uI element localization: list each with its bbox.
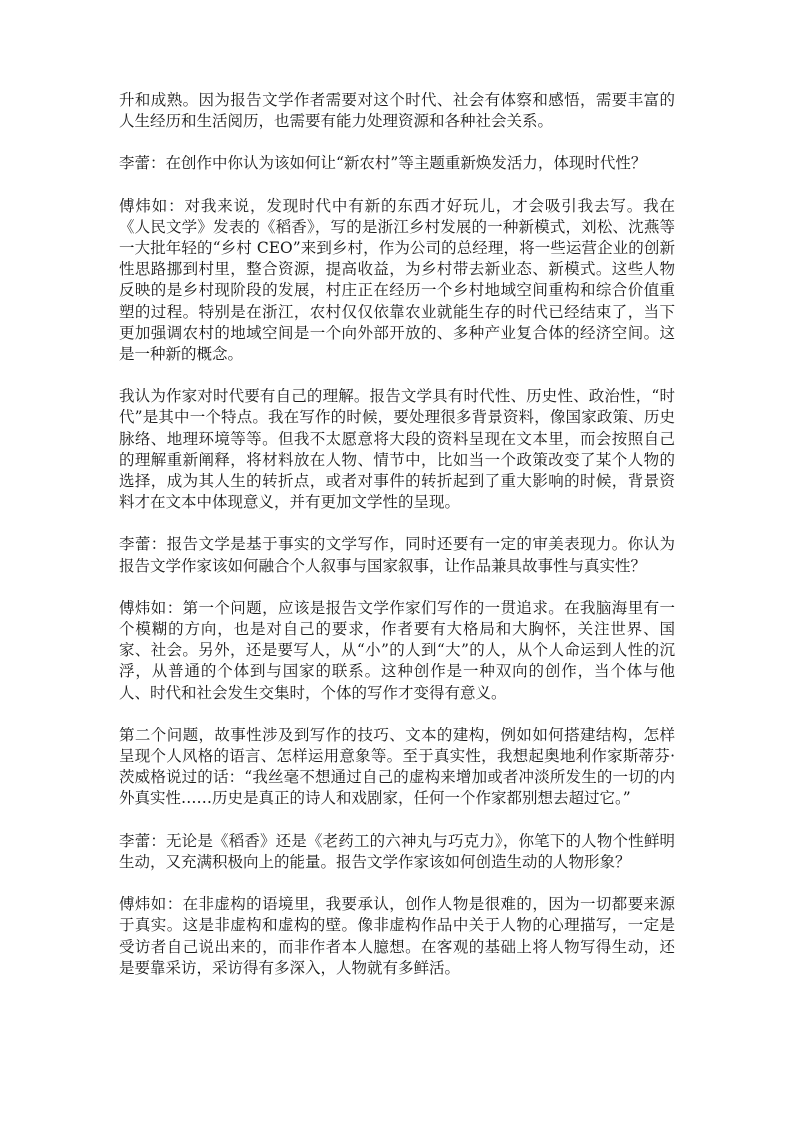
- paragraph-4: 我认为作家对时代要有自己的理解。报告文学具有时代性、历史性、政治性，“时代”是其中一个特点。我在写作的时候，要处理很多背景资料，像国家政策、历史脉络、地理环境等等。但我不太愿意将大段的资料呈现在文本里，而会按照自己的理解重新阐释，将材料放在人物、情节中，比如当一个政策改变了某个人物的选择，成为其人生的转折点，或者对事件的转折起到了重大影响的时候，背景资料才在文本中体现意义，并有更加文学性的呈现。: [119, 387, 675, 512]
- paragraph-1: 升和成熟。因为报告文学作者需要对这个时代、社会有体察和感悟，需要丰富的人生经历和生活阅历，也需要有能力处理资源和各种社会关系。: [119, 91, 675, 131]
- paragraph-9-answer: 傅炜如：在非虚构的语境里，我要承认，创作人物是很难的，因为一切都要来源于真实。这是非虚构和虚构的壁。像非虚构作品中关于人物的心理描写，一定是受访者自己说出来的，而非作者本人臆想。在客观的基础上将人物写得生动，还是要靠采访，采访得有多深入，人物就有多鲜活。: [119, 895, 675, 977]
- document-body: [119, 90, 675, 979]
- paragraph-8-question: 李蕾：无论是《稻香》还是《老药工的六神丸与巧克力》，你笔下的人物个性鲜明生动，又充满积极向上的能量。报告文学作家该如何创造生动的人物形象？: [119, 831, 675, 871]
- paragraph-6-answer: 傅炜如：第一个问题，应该是报告文学作家们写作的一贯追求。在我脑海里有一个模糊的方向，也是对自己的要求，作者要有大格局和大胸怀，关注世界、国家、社会。另外，还是要写人，从“小”的人到“大”的人，从个人命运到人性的沉浮，从普通的个体到与国家的联系。这种创作是一种双向的创作，当个体与他人、时代和社会发生交集时，个体的写作才变得有意义。: [119, 598, 675, 702]
- paragraph-2-question: 李蕾：在创作中你认为该如何让“新农村”等主题重新焕发活力，体现时代性？: [119, 154, 647, 173]
- paragraph-5-question: 李蕾：报告文学是基于事实的文学写作，同时还要有一定的审美表现力。你认为报告文学作家该如何融合个人叙事与国家叙事，让作品兼具故事性与真实性？: [119, 535, 675, 575]
- paragraph-7: 第二个问题，故事性涉及到写作的技巧、文本的建构，例如如何搭建结构，怎样呈现个人风格的语言、怎样运用意象等。至于真实性，我想起奥地利作家斯蒂芬·茨威格说过的话：“我丝毫不想通过自己的虚构来增加或者冲淡所发生的一切的内外真实性……历史是真正的诗人和戏剧家，任何一个作家都别想去超过它。”: [119, 725, 675, 808]
- paragraph-3-answer: 傅炜如：对我来说，发现时代中有新的东西才好玩儿，才会吸引我去写。我在《人民文学》发表的《稻香》，写的是浙江乡村发展的一种新模式，刘松、沈燕等一大批年轻的“乡村 CEO”来到乡村，作为公司的总经理，将一些运营企业的创新性思路挪到村里，整合资源，提高收益，为乡村带去新业态、新模式。这些人物反映的是乡村现阶段的发展，村庄正在经历一个乡村地域空间重构和综合价值重塑的过程。特别是在浙江，农村仅仅依靠农业就能生存的时代已经结束了，当下更加强调农村的地域空间是一个向外部开放的、多种产业复合体的经济空间。这是一种新的概念。: [119, 196, 675, 364]
